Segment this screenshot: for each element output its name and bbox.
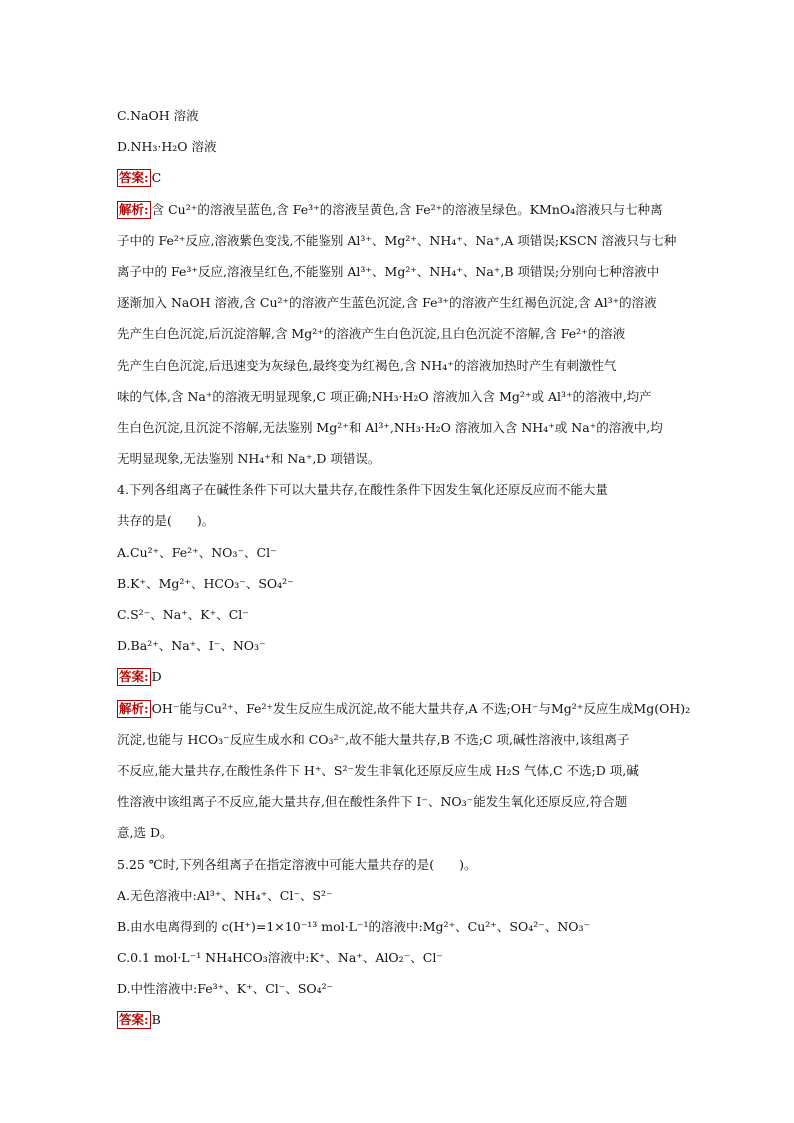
analysis-label: 解析: bbox=[119, 201, 149, 217]
analysis-text: 子中的 Fe²⁺反应,溶液紫色变浅,不能鉴别 Al³⁺、Mg²⁺、NH₄⁺、Na⁺,A 项错误;KSCN 溶液只与七种 bbox=[117, 232, 677, 248]
answer-value: C bbox=[151, 170, 162, 186]
analysis-text: 沉淀,也能与 HCO₃⁻反应生成水和 CO₃²⁻,故不能大量共存,B 不选;C 项,碱性溶液中,该组离子 bbox=[117, 731, 630, 747]
q4-option-c: C.S²⁻、Na⁺、K⁺、Cl⁻ bbox=[117, 607, 249, 622]
analysis-text: 不反应,能大量共存,在酸性条件下 H⁺、S²⁻发生非氧化还原反应生成 H₂S 气体,C 不选;D 项,碱 bbox=[117, 762, 639, 778]
question-4-stem: 4.下列各组离子在碱性条件下可以大量共存,在酸性条件下因发生氧化还原反应而不能大量 bbox=[117, 482, 608, 498]
question-5-stem: 5.25 ℃时,下列各组离子在指定溶液中可能大量共存的是( )。 bbox=[117, 856, 477, 872]
q5-option-d: D.中性溶液中:Fe³⁺、K⁺、Cl⁻、SO₄²⁻ bbox=[117, 981, 334, 997]
answer-label: 答案: bbox=[119, 170, 149, 186]
analysis-line bbox=[117, 194, 683, 225]
analysis-text: 意,选 D。 bbox=[117, 825, 173, 841]
analysis-text: 味的气体,含 Na⁺的溶液无明显现象,C 项正确;NH₃·H₂O 溶液加入含 Mg²⁺或 Al³⁺的溶液中,均产 bbox=[117, 388, 652, 404]
answer-line bbox=[117, 1004, 683, 1035]
analysis-text: 生白色沉淀,且沉淀不溶解,无法鉴别 Mg²⁺和 Al³⁺,NH₃·H₂O 溶液加入含 NH₄⁺或 Na⁺的溶液中,均 bbox=[117, 419, 663, 435]
analysis-text: 先产生白色沉淀,后沉淀溶解,含 Mg²⁺的溶液产生白色沉淀,且白色沉淀不溶解,含 Fe²⁺的溶液 bbox=[117, 326, 626, 342]
answer-line bbox=[117, 661, 683, 692]
option-d: D.NH₃·H₂O 溶液 bbox=[117, 139, 217, 155]
analysis-line bbox=[117, 693, 691, 724]
q5-option-b: B.由水电离得到的 c(H⁺)=1×10⁻¹³ mol·L⁻¹的溶液中:Mg²⁺、Cu²⁺、SO₄²⁻、NO₃⁻ bbox=[117, 918, 591, 934]
question-4-stem: 共存的是( )。 bbox=[117, 513, 215, 529]
answer-label: 答案: bbox=[119, 1012, 149, 1028]
analysis-text: 性溶液中该组离子不反应,能大量共存,但在酸性条件下 I⁻、NO₃⁻能发生氧化还原反应,符合题 bbox=[117, 794, 628, 810]
answer-value: B bbox=[151, 1012, 161, 1028]
analysis-label: 解析: bbox=[119, 700, 149, 716]
analysis-text: 离子中的 Fe³⁺反应,溶液呈红色,不能鉴别 Al³⁺、Mg²⁺、NH₄⁺、Na⁺,B 项错误;分别向七种溶液中 bbox=[117, 263, 660, 279]
analysis-text: 先产生白色沉淀,后迅速变为灰绿色,最终变为红褐色,含 NH₄⁺的溶液加热时产生有刺激性气 bbox=[117, 357, 617, 373]
document-body bbox=[117, 100, 691, 1036]
answer-label: 答案: bbox=[119, 669, 149, 685]
analysis-text: 含 Cu²⁺的溶液呈蓝色,含 Fe³⁺的溶液呈黄色,含 Fe²⁺的溶液呈绿色。KMnO₄溶液只与七种离 bbox=[151, 201, 663, 217]
q4-option-d: D.Ba²⁺、Na⁺、I⁻、NO₃⁻ bbox=[117, 638, 266, 654]
analysis-text: OH⁻能与Cu²⁺、Fe²⁺发生反应生成沉淀,故不能大量共存,A 不选;OH⁻与Mg²⁺反应生成Mg(OH)₂ bbox=[151, 700, 691, 716]
answer-line bbox=[117, 162, 683, 193]
q4-option-b: B.K⁺、Mg²⁺、HCO₃⁻、SO₄²⁻ bbox=[117, 575, 294, 591]
q4-option-a: A.Cu²⁺、Fe²⁺、NO₃⁻、Cl⁻ bbox=[117, 544, 277, 560]
analysis-text: 无明显现象,无法鉴别 NH₄⁺和 Na⁺,D 项错误。 bbox=[117, 451, 381, 467]
answer-value: D bbox=[151, 669, 162, 685]
analysis-text: 逐渐加入 NaOH 溶液,含 Cu²⁺的溶液产生蓝色沉淀,含 Fe³⁺的溶液产生红褐色沉淀,含 Al³⁺的溶液 bbox=[117, 295, 657, 311]
q5-option-c: C.0.1 mol·L⁻¹ NH₄HCO₃溶液中:K⁺、Na⁺、AlO₂⁻、Cl⁻ bbox=[117, 950, 443, 966]
q5-option-a: A.无色溶液中:Al³⁺、NH₄⁺、Cl⁻、S²⁻ bbox=[117, 887, 333, 903]
option-c: C.NaOH 溶液 bbox=[117, 108, 199, 123]
